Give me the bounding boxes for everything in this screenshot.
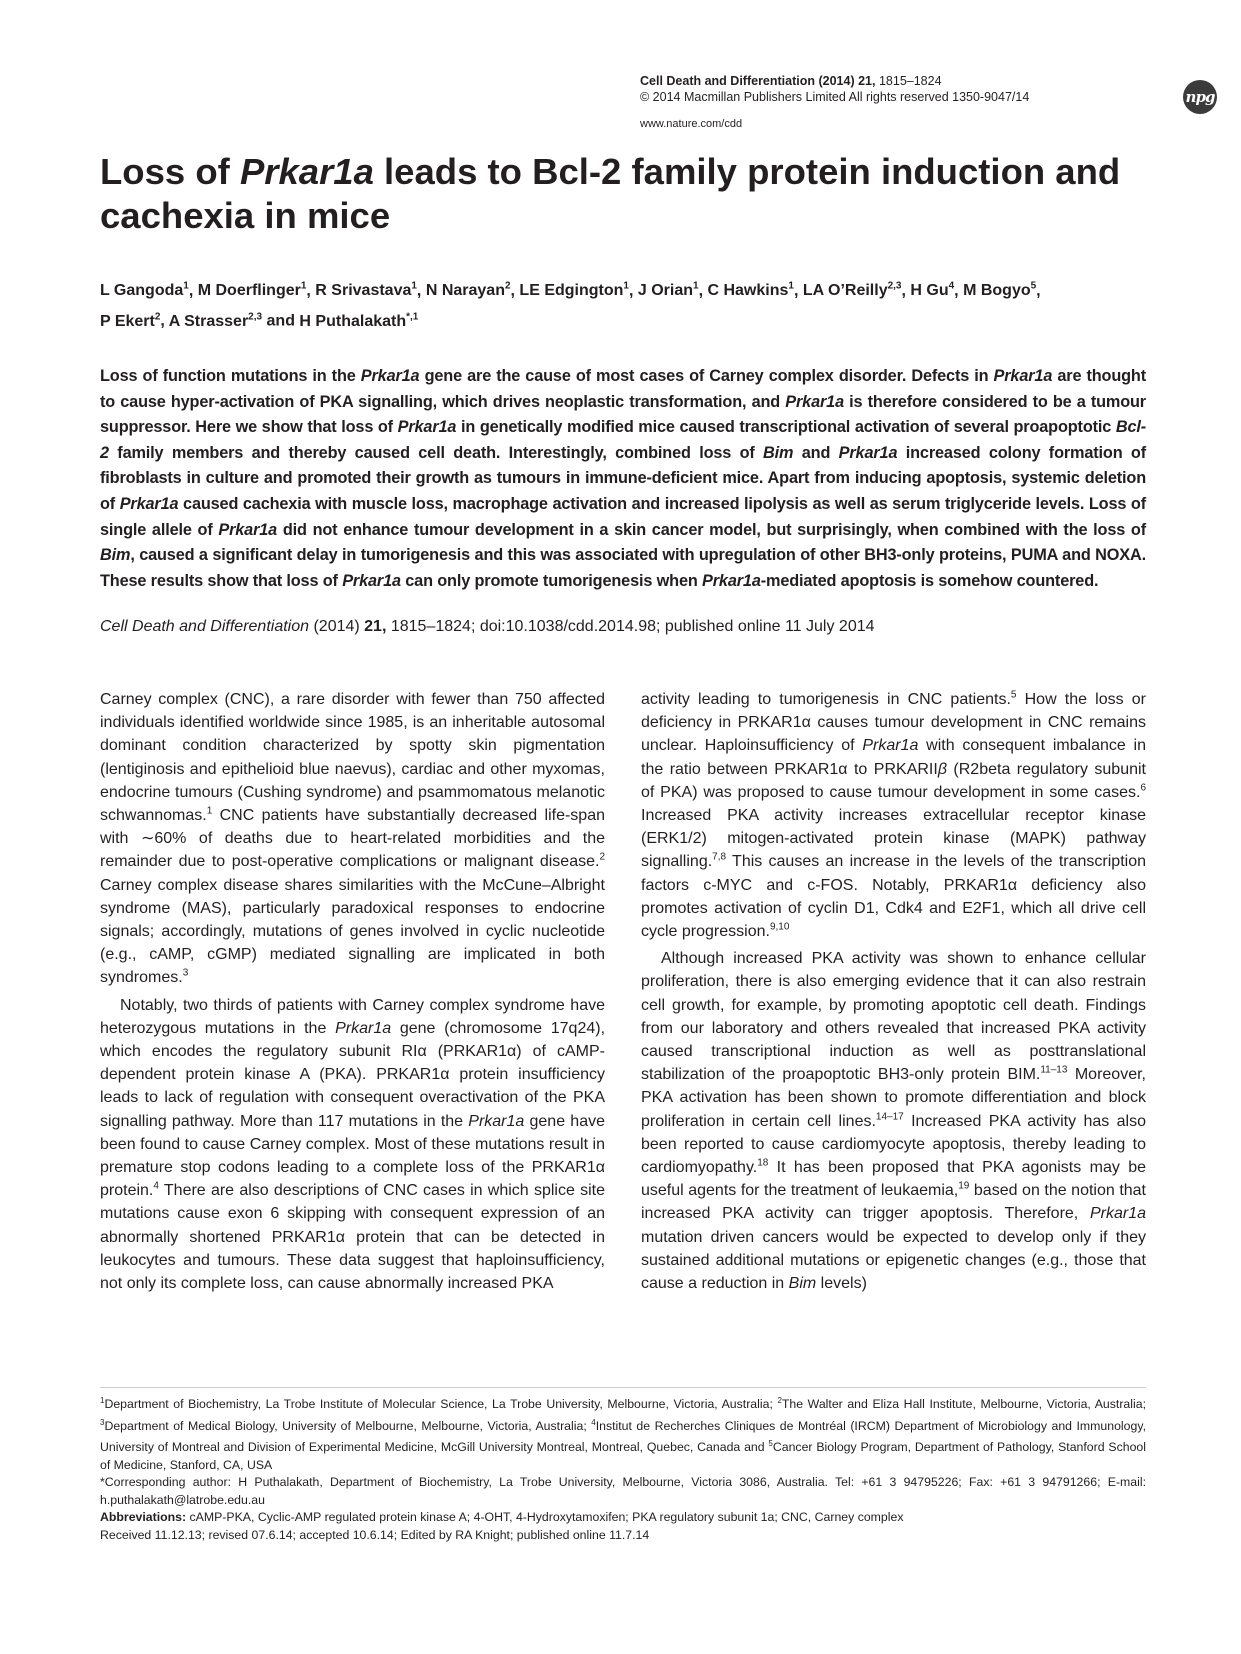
body-paragraph: activity leading to tumorigenesis in CNC patients.$^5$ How the loss or deficiency in PRKAR1α causes tumour development in CNC remains unclear. Haploinsufficiency of Prkar1a with consequent imbalance in the ratio between PRKAR1α to PRKARIIβ (R2beta regulatory subunit of PKA) was proposed to cause tumour development in some cases.$^6$ Increased PKA activity increases extracellular receptor kinase (ERK1/2) mitogen-activated protein kinase (MAPK) pathway signalling.$^{7,8}$ This causes an increase in the levels of the transcription factors c-MYC and c-FOS. Notably, PRKAR1α deficiency also promotes activation of cyclin D1, Cdk4 and E2F1, which all drive cell cycle progression.$^{9,10}$ bbox=[641, 689, 1147, 941]
affiliations: $^1$Department of Biochemistry, La Trobe Institute of Molecular Science, La Trobe University, Melbourne, Victoria, Australia; $^2$The Walter and Eliza Hall Institute, Melbourne, Victoria, Australia; $^3$Department of Medical Biology, University of Melbourne, Melbourne, Victoria, Australia; $^4$Institut de Recherches Cliniques de Montréal (IRCM) Department of Microbiology and Immunology, University of Montreal and Division of Experimental Medicine, McGill University Montreal, Montreal, Quebec, Canada and $^5$Cancer Biology Program, Department of Pathology, Stanford School of Medicine, Stanford, CA, USA bbox=[100, 1396, 1146, 1472]
author-affiliation: 1 bbox=[788, 281, 794, 292]
author-name: L Gangoda$^1$ bbox=[100, 281, 189, 300]
author-affiliation: 1 bbox=[183, 281, 189, 292]
author-name: N Narayan$^2$ bbox=[425, 281, 511, 300]
author-name: R Srivastava$^1$ bbox=[315, 281, 417, 300]
citation-line: Cell Death and Differentiation (2014) 21, 1815–1824; doi:10.1038/cdd.2014.98; published online 11 July 2014 bbox=[100, 618, 875, 635]
body-column-right bbox=[641, 688, 1146, 1295]
corresponding-author: *Corresponding author: H Puthalakath, Department of Biochemistry, La Trobe University, Melbourne, Victoria 3086, Australia. Tel: +61 3 94795226; Fax: +61 3 94791266; E-mail: h.puthalakath@latrobe.edu.au bbox=[100, 1475, 1146, 1507]
author-affiliation: 1 bbox=[623, 281, 629, 292]
author-list: L Gangoda$^1$, M Doerflinger$^1$, R Srivastava$^1$, N Narayan$^2$, LE Edgington$^1$, J Orian$^1$, C Hawkins$^1$, LA O’Reilly$^{2,3}$, H Gu$^4$, M Bogyo$^5$, P Ekert$^2$, A Strasser$^{2,3}$ and H Puthalakath$^{*,1}$ bbox=[100, 281, 1041, 330]
body-paragraph: Carney complex (CNC), a rare disorder with fewer than 750 affected individuals identified worldwide since 1985, is an inheritable autosomal dominant condition characterized by spotty skin pigmentation (lentiginosis and epithelioid blue naevus), cardiac and other myxomas, endocrine tumours (Cushing syndrome) and psammomatous melanotic schwannomas.$^1$ CNC patients have substantially decreased life-span with ∼60% of deaths due to heart-related morbidities and the remainder due to post-operative complications or malignant disease.$^2$ Carney complex disease shares similarities with the McCune–Albright syndrome (MAS), particularly paradoxical responses to endocrine signals; accordingly, mutations of genes involved in cyclic nucleotide (e.g., cAMP, cGMP) mediated signalling are implicated in both syndromes.$^3$ bbox=[100, 691, 605, 987]
journal-url[interactable]: www.nature.com/cdd bbox=[640, 118, 743, 130]
author-name: M Doerflinger$^1$ bbox=[197, 281, 307, 300]
author-affiliation: 5 bbox=[1030, 281, 1037, 292]
npg-logo: npg bbox=[1183, 80, 1217, 114]
journal-header bbox=[640, 73, 1029, 105]
author-name: J Orian$^1$ bbox=[637, 281, 699, 300]
article-title: Loss of Prkar1a leads to Bcl-2 family protein induction and cachexia in mice bbox=[100, 151, 1121, 236]
author-name: LE Edgington$^1$ bbox=[519, 281, 629, 300]
title-gene: Prkar1a bbox=[239, 151, 374, 192]
author-name: A Strasser$^{2,3}$ bbox=[168, 311, 263, 330]
author-name: LA O’Reilly$^{2,3}$ bbox=[802, 281, 902, 300]
author-affiliation: 1 bbox=[300, 281, 307, 292]
author-affiliation: 1 bbox=[411, 281, 417, 292]
author-name: H Puthalakath$^{*,1}$ bbox=[299, 311, 419, 330]
author-name: P Ekert$^2$ bbox=[100, 311, 161, 330]
footnotes bbox=[100, 1387, 1146, 1544]
author-affiliation: 2 bbox=[154, 311, 161, 323]
body-paragraph: Although increased PKA activity was shown to enhance cellular proliferation, there is also emerging evidence that it can also restrain cell growth, for example, by promoting apoptotic cell death. Findings from our laboratory and others revealed that increased PKA activity caused transcriptional induction as well as posttranslational stabilization of the proapoptotic BH3-only protein BIM.$^{11-13}$ Moreover, PKA activation has been shown to promote differentiation and block proliferation in certain cell lines.$^{14-17}$ Increased PKA activity has also been reported to cause cardiomyocyte apoptosis, thereby leading to cardiomyopathy.$^{18}$ It has been proposed that PKA agonists may be useful agents for the treatment of leukaemia,$^{19}$ based on the notion that increased PKA activity can trigger apoptosis. Therefore, Prkar1a mutation driven cancers would be expected to develop only if they sustained additional mutations or epigenetic changes (e.g., those that cause a reduction in Bim levels) bbox=[641, 950, 1147, 1293]
abstract: Loss of function mutations in the Prkar1a gene are the cause of most cases of Carney complex disorder. Defects in Prkar1a are thought to cause hyper-activation of PKA signalling, which drives neoplastic transformation, and Prkar1a is therefore considered to be a tumour suppressor. Here we show that loss of Prkar1a in genetically modified mice caused transcriptional activation of several proapoptotic Bcl-2 family members and thereby caused cell death. Interestingly, combined loss of Bim and Prkar1a increased colony formation of fibroblasts in culture and promoted their growth as tumours in immune-deficient mice. Apart from inducing apoptosis, systemic deletion of Prkar1a caused cachexia with muscle loss, macrophage activation and increased lipolysis as well as serum triglyceride levels. Loss of single allele of Prkar1a did not enhance tumour development in a skin cancer model, but surprisingly, when combined with the loss of Bim, caused a significant delay in tumorigenesis and this was associated with upregulation of other BH3-only proteins, PUMA and NOXA. These results show that loss of Prkar1a can only promote tumorigenesis when Prkar1a-mediated apoptosis is somehow countered. bbox=[100, 367, 1147, 590]
author-affiliation: 4 bbox=[948, 281, 955, 292]
copyright: © 2014 Macmillan Publishers Limited All rights reserved 1350-9047/14 bbox=[640, 90, 1030, 104]
author-affiliation: 2 bbox=[504, 281, 511, 292]
author-affiliation: 2,3 bbox=[248, 311, 263, 323]
author-affiliation: 1 bbox=[693, 281, 699, 292]
author-name: H Gu$^4$ bbox=[910, 281, 955, 300]
body-column-left bbox=[100, 688, 605, 1295]
body-paragraph: Notably, two thirds of patients with Carney complex syndrome have heterozygous mutations in the Prkar1a gene (chromosome 17q24), which encodes the regulatory subunit RIα (PRKAR1α) of cAMP-dependent protein kinase A (PKA). PRKAR1α protein insufficiency leads to lack of regulation with consequent overactivation of the PKA signalling pathway. More than 117 mutations in the Prkar1a gene have been found to cause Carney complex. Most of these mutations result in premature stop codons leading to a complete loss of the PRKAR1α protein.$^4$ There are also descriptions of CNC cases in which splice site mutations cause exon 6 skipping with consequent expression of an abnormally shortened PRKAR1α protein that can be detected in leukocytes and tumours. These data suggest that haploinsufficiency, not only its complete loss, can cause abnormally increased PKA bbox=[100, 996, 606, 1293]
journal-name: Cell Death and Differentiation (2014) 21, bbox=[640, 74, 876, 88]
author-affiliation: 2,3 bbox=[887, 281, 902, 292]
journal-pages: 1815–1824 bbox=[878, 74, 942, 88]
received-dates: Received 11.12.13; revised 07.6.14; accepted 10.6.14; Edited by RA Knight; published online 11.7.14 bbox=[100, 1527, 650, 1542]
abbreviations: Abbreviations: cAMP-PKA, Cyclic-AMP regulated protein kinase A; 4-OHT, 4-Hydroxytamoxifen; PKA regulatory subunit 1a; CNC, Carney complex bbox=[100, 1510, 904, 1525]
author-name: M Bogyo$^5$ bbox=[963, 281, 1037, 300]
author-name: C Hawkins$^1$ bbox=[707, 281, 794, 300]
author-affiliation: *,1 bbox=[406, 311, 419, 323]
